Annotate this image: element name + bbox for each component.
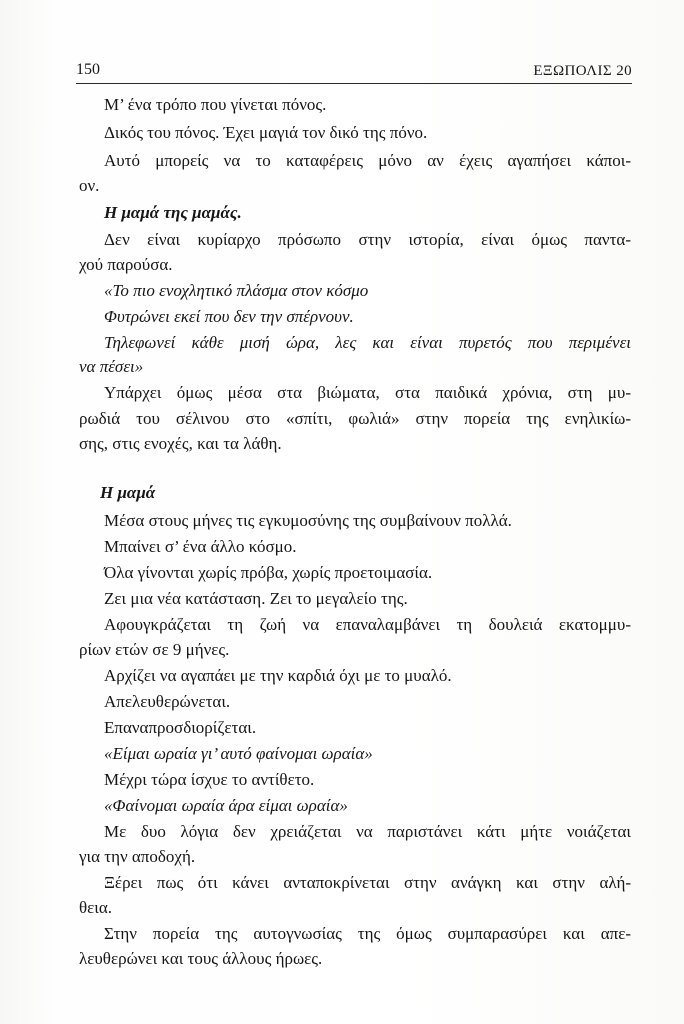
text-line: Αυτό μπορείς να το καταφέρεις μόνο αν έχεις αγαπήσει κάποι- bbox=[104, 151, 631, 170]
text-line: χού παρούσα. bbox=[79, 255, 173, 274]
text-line: Μέχρι τώρα ίσχυε το αντίθετο. bbox=[104, 770, 315, 789]
text-line: Στην πορεία της αυτογνωσίας της όμως συμπαρασύρει και απε- bbox=[104, 924, 631, 943]
text-line: ρίων ετών σε 9 μήνες. bbox=[79, 640, 230, 659]
quote-line: «Το πιο ενοχλητικό πλάσμα στον κόσμο bbox=[104, 281, 369, 300]
section-heading: Η μαμά της μαμάς. bbox=[104, 203, 242, 222]
quote-line: Τηλεφωνεί κάθε μισή ώρα, λες και είναι πυρετός που περιμένει bbox=[104, 333, 631, 352]
running-title: ΕΞΩΠΟΛΙΣ 20 bbox=[533, 63, 632, 79]
text-line: Όλα γίνονται χωρίς πρόβα, χωρίς προετοιμασία. bbox=[104, 563, 433, 582]
text-line: Με δυο λόγια δεν χρειάζεται να παριστάνει κάτι μήτε νοιάζεται bbox=[104, 822, 631, 841]
text-line: Υπάρχει όμως μέσα στα βιώματα, στα παιδικά χρόνια, στη μυ- bbox=[104, 383, 631, 402]
text-line: Ξέρει πως ότι κάνει ανταποκρίνεται στην ανάγκη και στην αλή- bbox=[104, 873, 631, 892]
quote-line: «Είμαι ωραία γι’ αυτό φαίνομαι ωραία» bbox=[104, 744, 373, 763]
text-line: σης, στις ενοχές, και τα λάθη. bbox=[79, 434, 282, 453]
text-line: ρωδιά του σέλινου στο «σπίτι, φωλιά» στην πορεία της ενηλικίω- bbox=[79, 409, 631, 428]
text-line: Αφουγκράζεται τη ζωή να επαναλαμβάνει τη δουλειά εκατομμυ- bbox=[104, 615, 631, 634]
page-number: 150 bbox=[76, 61, 100, 78]
text-line: λευθερώνει και τους άλλους ήρωες. bbox=[79, 949, 323, 968]
text-line: Μ’ ένα τρόπο που γίνεται πόνος. bbox=[104, 95, 327, 114]
text-line: Επαναπροσδιορίζεται. bbox=[104, 718, 257, 737]
text-line: ον. bbox=[79, 176, 100, 195]
quote-line: Φυτρώνει εκεί που δεν την σπέρνουν. bbox=[104, 307, 354, 326]
text-line: Αρχίζει να αγαπάει με την καρδιά όχι με το μυαλό. bbox=[104, 666, 452, 685]
text-line: Απελευθερώνεται. bbox=[104, 692, 231, 711]
page-header bbox=[76, 57, 632, 84]
text-line: Μπαίνει σ’ ένα άλλο κόσμο. bbox=[104, 537, 297, 556]
quote-line: να πέσει» bbox=[79, 357, 144, 376]
quote-line: «Φαίνομαι ωραία άρα είμαι ωραία» bbox=[104, 796, 348, 815]
section-heading: Η μαμά bbox=[100, 483, 156, 502]
text-line: για την αποδοχή. bbox=[79, 847, 196, 866]
text-line: Δεν είναι κυρίαρχο πρόσωπο στην ιστορία, είναι όμως παντα- bbox=[104, 230, 631, 249]
text-line: Δικός του πόνος. Έχει μαγιά τον δικό της πόνο. bbox=[104, 123, 428, 142]
text-line: θεια. bbox=[79, 898, 113, 917]
text-line: Ζει μια νέα κατάσταση. Ζει το μεγαλείο της. bbox=[104, 589, 408, 608]
text-line: Μέσα στους μήνες τις εγκυμοσύνης της συμβαίνουν πολλά. bbox=[104, 511, 512, 530]
